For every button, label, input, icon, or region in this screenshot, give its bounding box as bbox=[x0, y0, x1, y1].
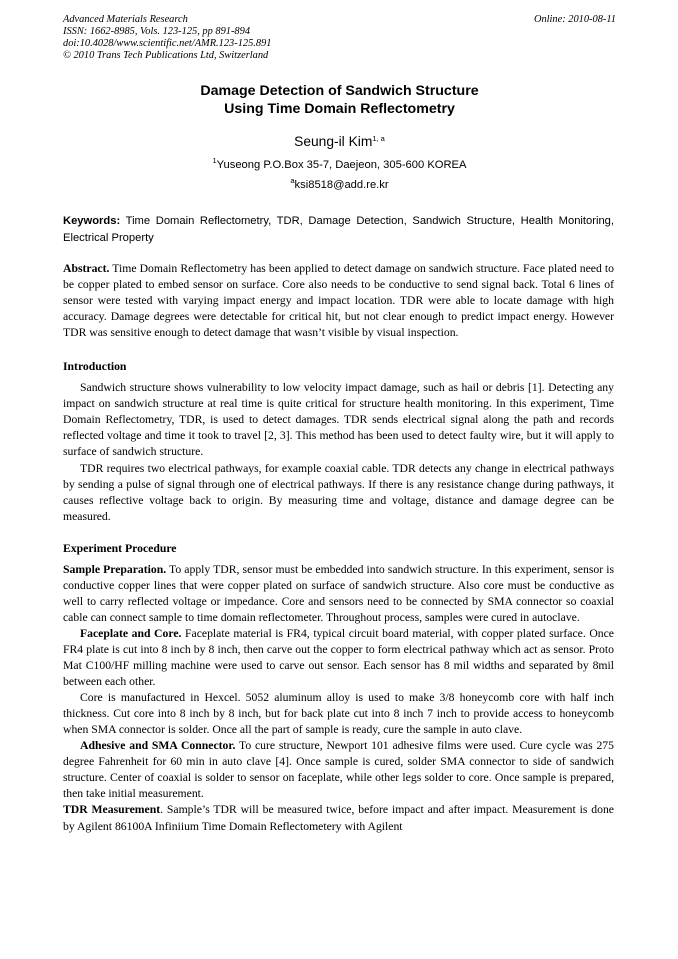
email-text: ksi8518@add.re.kr bbox=[294, 179, 389, 191]
faceplate-paragraph bbox=[63, 626, 614, 690]
keywords-text: Time Domain Reflectometry, TDR, Damage Detection, Sandwich Structure, Health Monitoring, Electrical Property bbox=[63, 215, 614, 244]
journal-name: Advanced Materials Research bbox=[63, 14, 188, 25]
introduction-heading: Introduction bbox=[63, 360, 127, 374]
abstract-label: Abstract. bbox=[63, 262, 110, 275]
adhesive-label: Adhesive and SMA Connector. bbox=[80, 739, 236, 753]
sample-preparation-text: To apply TDR, sensor must be embedded into sandwich structure. In this experiment, sensor is conductive copper lines that were copper plated on surface of sandwich structure. Also core must be conductive as well to carry reflected voltage or impedance. Core and sensors need to be connected by SMA connector so coaxial cable can connect sample to time domain reflectometer. Throughout process, samples were cured in autoclave. bbox=[63, 562, 614, 624]
faceplate-label: Faceplate and Core. bbox=[80, 626, 182, 640]
faceplate-text: Faceplate material is FR4, typical circuit board material, with copper plated surface. Once FR4 plate is cut into 8 inch by 8 inch, then carve out the copper to form electrical pathway which act as sensor. Proto Mat C100/HF milling machine were used to carve out sensor. Each sensor has 8 mil widths and separated by 8mil between each other. bbox=[63, 626, 614, 689]
tdr-measurement-label: TDR Measurement bbox=[63, 803, 161, 817]
affiliation bbox=[63, 158, 616, 172]
adhesive-paragraph bbox=[63, 738, 614, 802]
online-date: Online: 2010-08-11 bbox=[533, 14, 616, 25]
paper-title bbox=[63, 82, 616, 118]
author bbox=[63, 133, 616, 151]
core-paragraph: Core is manufactured in Hexcel. 5052 aluminum alloy is used to make 3/8 honeycomb core with half inch thickness. Cut core into 8 inch by 8 inch, but for back plate cut into 8 inch 7 inch to provide access to honeycomb when SMA connector is solder. Once all the part of sample is ready, cure the sample in auto clave. bbox=[63, 691, 614, 737]
introduction-paragraph-2: TDR requires two electrical pathways, for example coaxial cable. TDR detects any change in electrical pathways by sending a pulse of signal through one of electrical pathways. If there is any resistance change during pathways, it causes reflective voltage back to origin. By measuring time and voltage, distance and damage degree can be measured. bbox=[63, 461, 614, 523]
abstract-text: Time Domain Reflectometry has been applied to detect damage on sandwich structure. Face plated need to be copper plated to embed sensor on surface. Core also needs to be conductive to send signal back. Total 6 lines of sensor were tested with varying impact energy and impact location. TDR were able to locate damage with high accuracy. Damage degrees were detectable for critical hit, but not clear enough to predict impact energy. However TDR was sensitive enough to detect damage that wasn’t visible by visual inspection. bbox=[63, 262, 614, 340]
copyright-line: © 2010 Trans Tech Publications Ltd, Switzerland bbox=[63, 50, 269, 61]
affiliation-superscript: 1 bbox=[212, 156, 217, 165]
affiliation-text: Yuseong P.O.Box 35-7, Daejeon, 305-600 KOREA bbox=[216, 159, 467, 171]
title-line-1: Damage Detection of Sandwich Structure bbox=[200, 83, 479, 99]
issn-line: ISSN: 1662-8985, Vols. 123-125, pp 891-894 bbox=[63, 26, 251, 37]
email-superscript: a bbox=[290, 176, 295, 185]
paper-body bbox=[63, 261, 614, 835]
experiment-heading: Experiment Procedure bbox=[63, 541, 177, 555]
sample-preparation-label: Sample Preparation. bbox=[63, 562, 167, 576]
keywords-label: Keywords: bbox=[63, 215, 121, 227]
tdr-measurement-paragraph bbox=[63, 802, 614, 834]
sample-preparation-paragraph bbox=[63, 562, 614, 626]
introduction-paragraph-1: Sandwich structure shows vulnerability to low velocity impact damage, such as hail or debris [1]. Detecting any impact on sandwich structure at real time is quite critical for structure health monitoring. In this experiment, Time Domain Reflectometry, TDR, is used to detect damages. TDR sends electrical signal along the path and records reflected voltage and time it took to travel [2, 3]. This method has been used to detect faulty wire, but it will apply to surface of sandwich structure. bbox=[63, 381, 614, 459]
author-superscript: 1, a bbox=[372, 134, 385, 143]
tdr-measurement-text: . Sample’s TDR will be measured twice, before impact and after impact. Measurement is done by Agilent 86100A Infiniium Time Domain Reflectometery with Agilent bbox=[63, 803, 614, 833]
doi-line: doi:10.4028/www.scientific.net/AMR.123-125.891 bbox=[63, 38, 272, 49]
keywords bbox=[63, 213, 614, 247]
adhesive-text: To cure structure, Newport 101 adhesive films were used. Cure cycle was 275 degree Fahrenheit for 60 min in auto clave [4]. Once sample is cured, solder SMA connector to side of sandwich structure. Center of coaxial is solder to sensor on faceplate, while other legs solder to core. Once sample is prepared, then take initial measurement. bbox=[63, 739, 614, 801]
author-name: Seung-il Kim bbox=[294, 134, 373, 149]
abstract bbox=[63, 261, 614, 341]
author-email bbox=[63, 178, 616, 192]
journal-header bbox=[63, 14, 616, 62]
title-line-2: Using Time Domain Reflectometry bbox=[224, 101, 455, 117]
